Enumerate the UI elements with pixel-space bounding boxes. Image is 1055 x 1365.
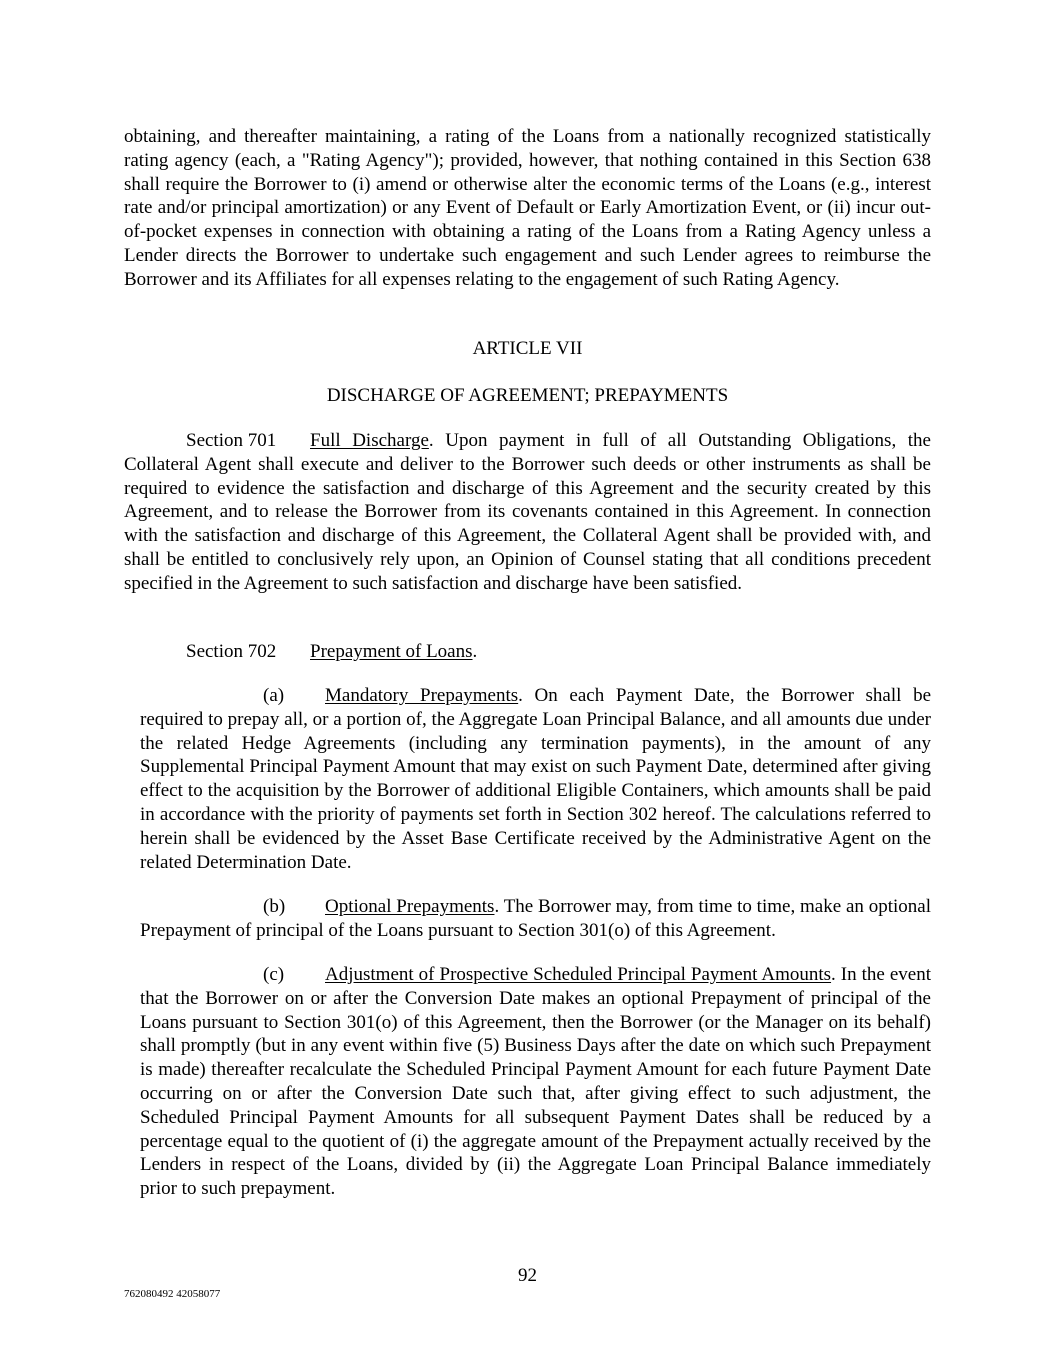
subsection-b-label: (b) [263,896,286,917]
section-701-title: Full Discharge [310,430,429,451]
section-701-body: . Upon payment in full of all Outstanding Obligations, the Collateral Agent shall execute and deliver to the Borrower such deeds or other instruments as shall be required to evidence the satisfaction and discharge of this Agreement and the security created by this Agreement, and to release the Borrower from its covenants contained in this Agreement. In connection with the satisfaction and discharge of this Agreement, the Collateral Agent shall be provided with, and shall be entitled to conclusively rely upon, an Opinion of Counsel stating that all conditions precedent specified in the Agreement to such satisfaction and discharge have been satisfied. [124,430,931,594]
page-number: 92 [518,1265,537,1286]
section-702-title-end: . [472,641,478,662]
section-702-number: Section 702 [186,641,277,662]
subsection-b-body: . The Borrower may, from time to time, make an optional Prepayment of principal of the Loans pursuant to Section 301(o) of this Agreement. [140,896,931,941]
subsection-c-paragraph [140,963,931,1201]
subsection-a-title: Mandatory Prepayments [325,685,519,706]
subsection-c-title: Adjustment of Prospective Scheduled Principal Payment Amounts [325,964,832,985]
section-702-heading [124,640,931,664]
subsection-b-title: Optional Prepayments [325,896,495,917]
article-title: DISCHARGE OF AGREEMENT; PREPAYMENTS [326,385,729,406]
section-701-number: Section 701 [186,430,277,451]
subsection-c-label: (c) [263,964,285,985]
subsection-c-body: . In the event that the Borrower on or after the Conversion Date makes an optional Prepayment of principal of the Loans pursuant to Section 301(o) of this Agreement, then the Borrower (or the Manager on its behalf) shall promptly (but in any event within five (5) Business Days after the date on which such Prepayment is made) thereafter recalculate the Scheduled Principal Payment Amount for each future Payment Date occurring on or after the Conversion Date such that, after giving effect to such adjustment, the Scheduled Principal Payment Amounts for all subsequent Payment Dates shall be reduced by a percentage equal to the quotient of (i) the aggregate amount of the Prepayment actually received by the Lenders in respect of the Loans, divided by (ii) the Aggregate Loan Principal Balance immediately prior to such prepayment. [140,964,932,1200]
section-702-title: Prepayment of Loans [310,641,473,662]
subsection-a-body: . On each Payment Date, the Borrower shall be required to prepay all, or a portion of, the Aggregate Loan Principal Balance, and all amounts due under the related Hedge Agreements (including any termination payments), in the amount of any Supplemental Principal Payment Amount that may exist on such Payment Date, determined after giving effect to the acquisition by the Borrower of additional Eligible Containers, which amounts shall be paid in accordance with the priority of payments set forth in Section 302 hereof. The calculations referred to herein shall be evidenced by the Asset Base Certificate received by the Administrative Agent on the related Determination Date. [140,685,931,873]
intro-paragraph: obtaining, and thereafter maintaining, a rating of the Loans from a nationally recognized statistically rating agency (each, a "Rating Agency"); provided, however, that nothing contained in this Section 638 shall require the Borrower to (i) amend or otherwise alter the economic terms of the Loans (e.g., interest rate and/or principal amortization) or any Event of Default or Early Amortization Event, or (ii) incur out-of-pocket expenses in connection with obtaining a rating of the Loans from a Rating Agency unless a Lender directs the Borrower to undertake such engagement and such Lender agrees to reimburse the Borrower and its Affiliates for all expenses relating to the engagement of such Rating Agency. [124,126,931,290]
document-id: 762080492 42058077 [124,1288,221,1300]
section-701-paragraph [124,429,931,596]
subsection-b-paragraph [140,895,931,943]
subsection-a-label: (a) [263,685,285,706]
article-heading: ARTICLE VII [472,338,583,359]
subsection-a-paragraph [140,684,931,874]
